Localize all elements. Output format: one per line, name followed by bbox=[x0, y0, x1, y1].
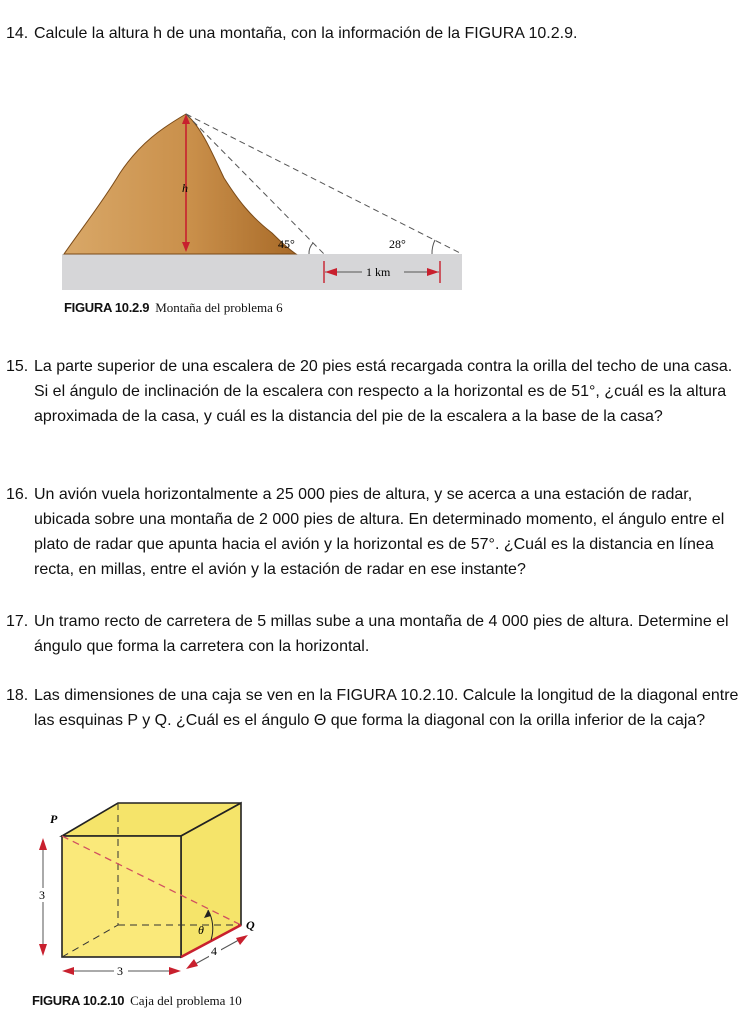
problem-16 bbox=[0, 482, 742, 582]
problem-number: 16. bbox=[6, 486, 29, 503]
caption-label: FIGURA 10.2.9 bbox=[64, 300, 150, 315]
problem-18 bbox=[0, 683, 742, 733]
angle-45-label: 45° bbox=[278, 237, 295, 251]
width-arrow-left bbox=[62, 967, 74, 975]
theta-label: θ bbox=[198, 923, 204, 937]
figure-caption bbox=[32, 993, 242, 1009]
mountain-diagram bbox=[62, 108, 472, 330]
depth-label: 4 bbox=[211, 944, 217, 958]
problem-number: 15. bbox=[6, 358, 29, 375]
caption-title: Montaña del problema 6 bbox=[155, 300, 283, 315]
box-front-face bbox=[62, 836, 181, 957]
problem-14 bbox=[0, 21, 742, 46]
box-figure bbox=[30, 798, 270, 990]
width-label: 3 bbox=[117, 964, 123, 978]
problem-number: 18. bbox=[6, 687, 29, 704]
mountain-shape bbox=[64, 114, 296, 254]
problem-text: Calcule la altura h de una montaña, con la información de la FIGURA 10.2.9. bbox=[34, 25, 578, 42]
height-arrow-top bbox=[39, 838, 47, 850]
problem-text: Un avión vuela horizontalmente a 25 000 pies de altura, y se acerca a una estación de radar, ubicada sobre una montaña de 2 000 pies de altura. En determinado momento, el ángulo entre el plato de radar que apunta hacia el avión y la horizontal es de 57°. ¿Cuál es la distancia en línea recta, en millas, entre el avión y la estación de radar en ese instante? bbox=[34, 486, 725, 578]
problem-number: 14. bbox=[6, 25, 29, 42]
depth-arrow-right bbox=[236, 935, 248, 945]
problem-text: Las dimensiones de una caja se ven en la FIGURA 10.2.10. Calcule la longitud de la diagonal entre las esquinas P y Q. ¿Cuál es el ángulo Θ que forma la diagonal con la orilla inferior de la caja? bbox=[34, 687, 739, 729]
problem-17 bbox=[0, 609, 742, 659]
height-label: 3 bbox=[39, 888, 45, 902]
problem-text: La parte superior de una escalera de 20 pies está recargada contra la orilla del techo de una casa. Si el ángulo de inclinación de la escalera con respecto a la horizontal es de 51°, ¿cuál es la altura aproximada de la casa, y cuál es la distancia del pie de la escalera a la base de la casa? bbox=[34, 358, 733, 425]
q-label: Q bbox=[246, 918, 255, 932]
mountain-figure bbox=[62, 108, 472, 330]
box-diagram bbox=[30, 798, 270, 990]
problem-15 bbox=[0, 354, 742, 429]
p-label: P bbox=[50, 812, 58, 826]
distance-label: 1 km bbox=[366, 265, 391, 279]
caption-title: Caja del problema 10 bbox=[130, 993, 242, 1008]
caption-label: FIGURA 10.2.10 bbox=[32, 993, 125, 1008]
height-arrow-bottom bbox=[39, 944, 47, 956]
angle-arc-45 bbox=[309, 243, 313, 254]
problem-text: Un tramo recto de carretera de 5 millas sube a una montaña de 4 000 pies de altura. Determine el ángulo que forma la carretera con la horizontal. bbox=[34, 613, 729, 655]
width-arrow-right bbox=[169, 967, 181, 975]
ground bbox=[62, 254, 462, 290]
problem-number: 17. bbox=[6, 613, 29, 630]
figure-caption bbox=[64, 300, 283, 316]
depth-arrow-left bbox=[186, 959, 198, 969]
angle-28-label: 28° bbox=[389, 237, 406, 251]
h-label: h bbox=[182, 181, 188, 195]
angle-arc-28 bbox=[432, 240, 435, 254]
